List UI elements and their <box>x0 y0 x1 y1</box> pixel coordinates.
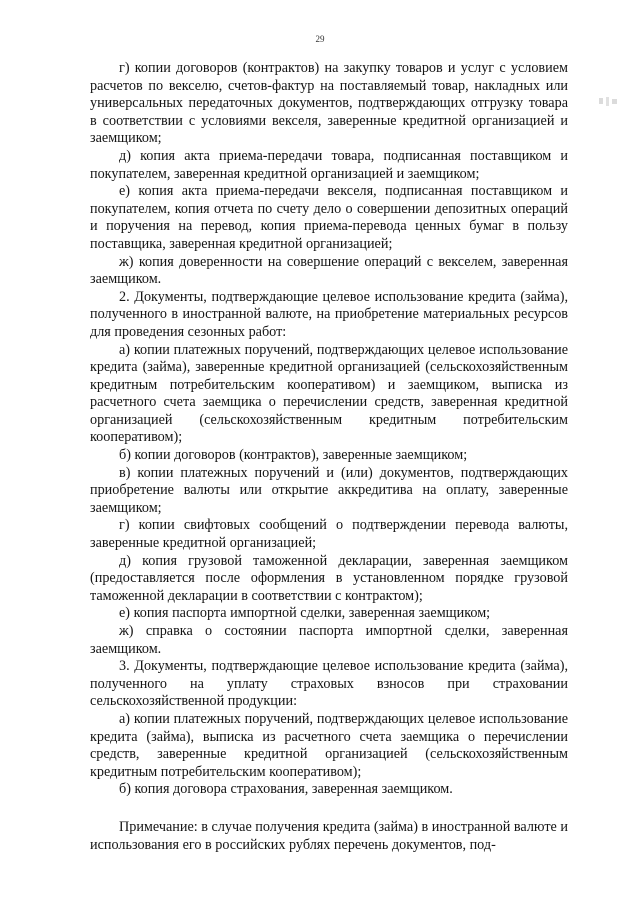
paragraph-3-b-insurance-contract: б) копия договора страхования, заверенная заемщиком. <box>119 781 453 798</box>
paragraph-2-e-import-passport: е) копия паспорта импортной сделки, заверенная заемщиком; <box>119 605 491 622</box>
paragraph-2-b-contracts: б) копии договоров (контрактов), заверенные заемщиком; <box>119 447 468 464</box>
section-3-heading: 3. Документы, подтверждающие целевое использование кредита (займа), полученного на уплату страховых взносов при страховании сельскохозяйственной продукции: <box>90 658 568 710</box>
scan-artifact-mark <box>598 95 620 109</box>
paragraph-3-a-payment-orders: а) копии платежных поручений, подтверждающих целевое использование кредита (займа), выписка из расчетного счета заемщика о перечислении средств, заверенные кредитной организацией (сельскохозяйственным кредитным потребительским кооперативом); <box>90 710 568 780</box>
paragraph-2-a-payment-orders: а) копии платежных поручений, подтверждающих целевое использование кредита (займа), заверенные кредитной организацией (сельскохозяйственным кредитным потребительским кооперативом) и заемщиком, выписка из расчетного счета заемщика о перечислении средств, заверенная кредитной организацией (сельскохозяйственным кредитным потребительским кооперативом); <box>90 341 568 446</box>
paragraph-1-d-goods-transfer-act: д) копия акта приема-передачи товара, подписанная поставщиком и покупателем, заверенная кредитной организацией и заемщиком; <box>90 147 568 182</box>
document-body <box>90 60 568 854</box>
section-2-heading: 2. Документы, подтверждающие целевое использование кредита (займа), полученного в иностранной валюте, на приобретение материальных ресурсов для проведения сезонных работ: <box>90 288 568 340</box>
paragraph-2-zh-passport-status: ж) справка о состоянии паспорта импортной сделки, заверенная заемщиком. <box>90 623 568 657</box>
paragraph-2-d-customs-declaration: д) копия грузовой таможенной декларации, заверенная заемщиком (предоставляется после оформления в установленном порядке грузовой таможенной декларации в соответствии с контрактом); <box>90 552 568 604</box>
paragraph-1-e-bill-transfer-act: е) копия акта приема-передачи векселя, подписанная поставщиком и покупателем, копия отчета по счету дело о совершении депозитных операций и поручения на перевод, копия приема-перевода ценных бумаг в пользу поставщика, заверенная кредитной организацией; <box>90 183 568 252</box>
paragraph-1-g-contracts-copies: г) копии договоров (контрактов) на закупку товаров и услуг с условием расчетов по векселю, счетов-фактур на поставляемый товар, накладных или универсальных передаточных документов, подтверждающих отгрузку товара в соответствии с условиями векселя, заверенные кредитной организацией и заемщиком; <box>90 60 568 147</box>
paragraph-2-g-swift-messages: г) копии свифтовых сообщений о подтверждении перевода валюты, заверенные кредитной организацией; <box>90 517 568 552</box>
paragraph-1-zh-power-of-attorney: ж) копия доверенности на совершение операций с векселем, заверенная заемщиком. <box>90 253 568 288</box>
note-paragraph: Примечание: в случае получения кредита (займа) в иностранной валюте и использования его в российских рублях перечень документов, под- <box>90 818 568 853</box>
page-number: 29 <box>315 34 325 44</box>
paragraph-2-v-currency-purchase: в) копии платежных поручений и (или) документов, подтверждающих приобретение валюты или открытие аккредитива на оплату, заверенные заемщиком; <box>90 464 568 516</box>
